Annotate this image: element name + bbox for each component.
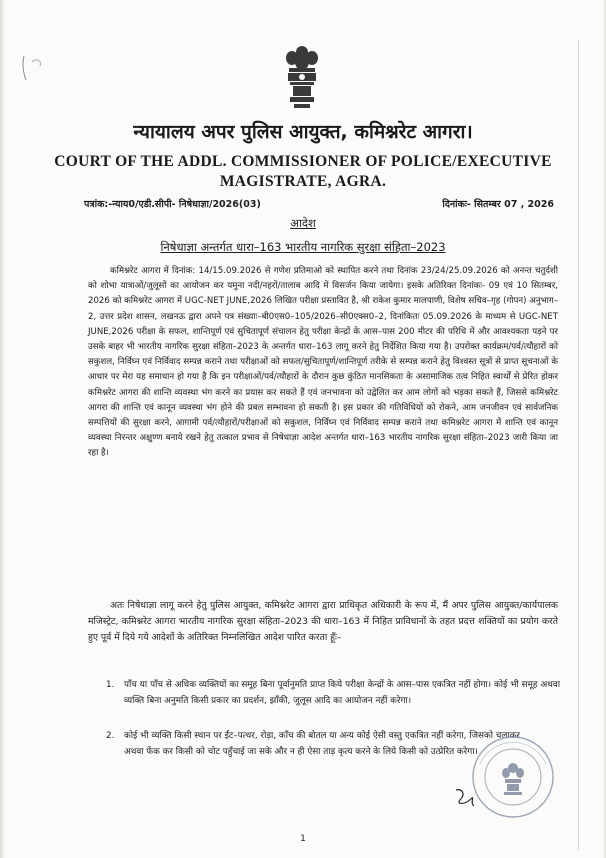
- order-item-text: कोई भी व्यक्ति किसी स्थान पर ईंट–पत्थर, रोड़ा, काँच की बोतल या अन्य कोई ऐसी वस्तु एकत्रित नहीं करेगा, जिसको चलाकर अथवा फेंक कर किसी को चोट पहुँचाई जा सके और न ही ऐसा ताड़ कृत्य करने के लिये किसी को उत्प्रेरित करेगा।: [124, 731, 520, 757]
- letter-number: पत्रांक:-न्याय0/एडी.सीपी- निषेधाज्ञा/2026(03): [84, 199, 261, 210]
- body-paragraph-1: कमिश्नरेट आगरा में दिनांक: 14/15.09.2026 से गणेश प्रतिमाओ को स्थापित करने तथा दिनांक 23/24/25.09.2026 को अनन्त चतुर्दशी को शोभा यात्राओं/जुलूसों का आयोजन कर यमुना नदी/नहरों/तालाब आदि में विसर्जन किया जायेगा। इसके अतिरिक्त दिनांकः- 09 एवं 10 सितम्बर, 2026 को कमिश्नरेट आगरा में UGC-NET JUNE,2026 लिखित परीक्षा प्रस्तावित है, श्री राकेश कुमार मालपाणी, विशेष सचिव–गृह (गोपन) अनुभाग–2, उत्तर प्रदेश शासन, लखनऊ द्वारा अपने पत्र संख्याः–बी0एस0–105/2026–सी0एक्स0–2, दिनांकितः 05.09.2026 के माध्यम से UGC-NET JUNE,2026 परीक्षा के सफल, शान्तिपूर्ण एवं सुचितापूर्ण संचालन हेतु परीक्षा केन्द्रों के आस–पास 200 मीटर की परिधि में और आवश्यकता पड़ने पर उसके बाहर भी भारतीय नागरिक सुरक्षा संहिता–2023 के अन्तर्गत धारा–163 लागू करने हेतु निर्देशित किया गया है। उपरोक्त कार्यक्रम/पर्व/त्यौहारों को सकुशल, निर्विघ्न एवं निर्विवाद सम्पन्न कराने तथा परीक्षाओं को सफल/सुचितापूर्ण/शान्तिपूर्ण तरीके से सम्पन्न कराने हेतु विश्वस्त सूत्रों से प्राप्त सूचनाओं के आधार पर मेरा यह समाधान हो गया है कि इन परीक्षाओं/पर्व/त्यौहारों के दौरान कुछ कुंठित मानसिकता के असामाजिक तत्व निहित स्वार्थों से प्रेरित होकर कमिश्नरेट आगरा की शान्ति व्यवस्था भंग करने का प्रयास कर सकते हैं एवं जनभावना को उद्वेलित कर आम लोगों को भड़का सकते हैं, जिससे कमिश्नरेट आगरा की शान्ति एवं कानून व्यवस्था भंग होने की प्रबल सम्भावना हो सकती है। इस प्रकार की गतिविधियों को रोकने, आम जनजीवन एवं सार्वजनिक सम्पत्तियों की सुरक्षा करने, आगामी पर्व/त्यौहारों/परीक्षाओं को सकुशल, निर्विघ्न एवं निर्विवाद सम्पन्न कराने तथा कमिश्नरेट आगरा में शान्ति एवं कानून व्यवस्था निरन्तर अक्षुण्ण बनाये रखने हेतु तत्काल प्रभाव से निषेधाज्ञा आदेश अन्तर्गत धारा–163 भारतीय नागरिक सुरक्षा संहिता–2023 जारी किया जा रहा है।: [88, 266, 558, 459]
- order-heading: [0, 216, 606, 231]
- order-item-text: पाँच या पाँच से अधिक व्यक्तियों का समूह बिना पूर्वानुमति प्राप्त किये परीक्षा केन्द्रों के आस–पास एकत्रित नहीं होगा। कोई भी समूह अथवा व्यक्ति बिना अनुमति किसी प्रकार का प्रदर्शन, झाँकी, जुलूस आदि का आयोजन नहीं करेगा।: [124, 680, 560, 706]
- reference-row: [84, 197, 554, 213]
- order-heading-text: आदेश: [290, 216, 316, 230]
- court-title-english: [30, 152, 576, 192]
- pen-mark-icon: [18, 52, 58, 84]
- court-title-english-line2: MAGISTRATE, AGRA.: [219, 173, 387, 190]
- court-title-hindi: न्यायालय अपर पुलिस आयुक्त, कमिश्नरेट आगरा।: [133, 121, 473, 143]
- national-emblem-icon: [280, 42, 324, 112]
- page-number: 1: [300, 834, 306, 844]
- signature-icon: [452, 784, 478, 810]
- court-title-english-line1: COURT OF THE ADDL. COMMISSIONER OF POLICE/EXECUTIVE: [54, 153, 552, 170]
- order-item-number: 1.: [106, 680, 115, 690]
- order-subject: [0, 240, 606, 255]
- order-subject-text: निषेधाज्ञा अन्तर्गत धारा–163 भारतीय नागरिक सुरक्षा संहिता–2023: [160, 240, 446, 254]
- official-seal-icon: [470, 734, 556, 820]
- page-fold-line: [578, 40, 579, 850]
- order-item-number: 2.: [106, 731, 115, 741]
- letter-date: दिनांकः- सितम्बर 07 , 2026: [442, 199, 554, 210]
- body-paragraph-2: अतः निषेधाज्ञा लागू करने हेतु पुलिस आयुक्त, कमिश्नरेट आगरा द्वारा प्राधिकृत अधिकारी के रूप में, मैं अपर पुलिस आयुक्त/कार्यपालक मजिस्ट्रेट, कमिश्नरेट आगरा भारतीय नागरिक सुरक्षा संहिता–2023 की धारा–163 में निहित प्राविधानों के तहत प्रदत्त शक्तियों का प्रयोग करते हुए पूर्व में दिये गये आदेशों के अतिरिक्त निम्नलिखित आदेश पारित करता हूँः–: [88, 600, 558, 643]
